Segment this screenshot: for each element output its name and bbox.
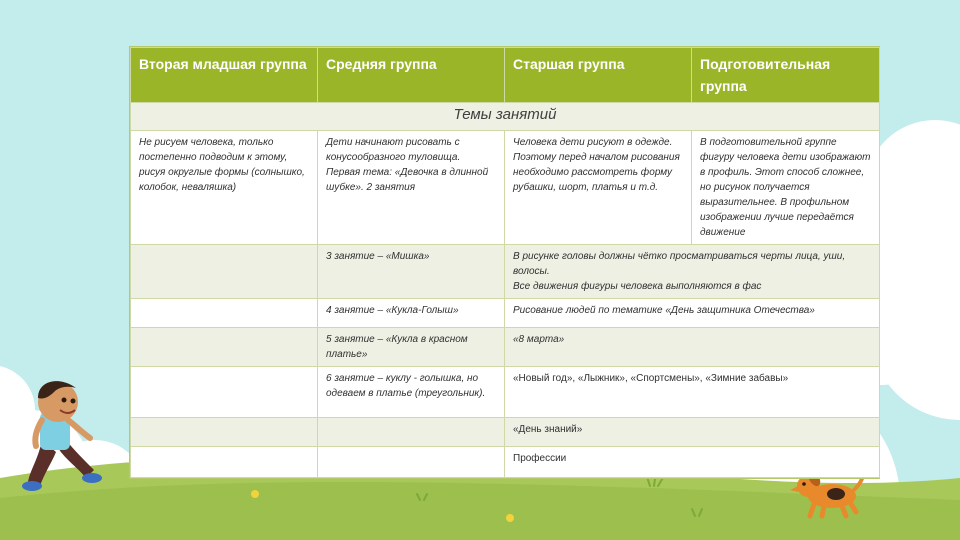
cell-middle: 3 занятие – «Мишка» [318, 245, 505, 299]
cell-middle: Дети начинают рисовать с конусообразного туловища. Первая тема: «Девочка в длинной шубке». 2 занятия [318, 131, 505, 245]
cell-senior-preparatory: «День знаний» [505, 418, 880, 447]
header-junior-group: Вторая младшая группа [131, 48, 318, 103]
table-header-row [131, 48, 880, 103]
table-row [131, 131, 880, 245]
cell-senior: Человека дети рисуют в одежде. Поэтому перед началом рисования необходимо рассмотреть форму рубашки, шорт, платья и т.д. [505, 131, 692, 245]
cell-junior-empty [131, 447, 318, 478]
cell-text-line: В рисунке головы должны чётко просматриваться черты лица, уши, волосы. [513, 251, 846, 277]
cell-middle: 5 занятие – «Кукла в красном платье» [318, 328, 505, 367]
cell-junior-empty [131, 328, 318, 367]
cell-junior-empty [131, 299, 318, 328]
section-title-row [131, 103, 880, 131]
lesson-topics-table [129, 46, 880, 479]
cell-junior-empty [131, 367, 318, 418]
header-senior-group: Старшая группа [505, 48, 692, 103]
cell-junior: Не рисуем человека, только постепенно подводим к этому, рисуя округлые формы (солнышко, колобок, неваляшка) [131, 131, 318, 245]
cell-middle: 4 занятие – «Кукла-Голыш» [318, 299, 505, 328]
cell-senior-preparatory: «8 марта» [505, 328, 880, 367]
cell-junior-empty [131, 418, 318, 447]
cell-preparatory: В подготовительной группе фигуру человека дети изображают в профиль. Этот способ сложнее, но рисунок получается выразительнее. В профильном изображении лучше передаётся движение [692, 131, 880, 245]
cell-senior-preparatory: «Новый год», «Лыжник», «Спортсмены», «Зимние забавы» [505, 367, 880, 418]
section-title: Темы занятий [131, 103, 880, 131]
cell-senior-preparatory: Рисование людей по тематике «День защитника Отечества» [505, 299, 880, 328]
header-middle-group: Средняя группа [318, 48, 505, 103]
cell-middle: 6 занятие – куклу - голышка, но одеваем в платье (треугольник). [318, 367, 505, 418]
table-row [131, 447, 880, 478]
table-row [131, 418, 880, 447]
table-row [131, 245, 880, 299]
table-row [131, 367, 880, 418]
cell-middle-empty [318, 418, 505, 447]
cell-senior-preparatory [505, 245, 880, 299]
cell-middle-empty [318, 447, 505, 478]
table-row [131, 299, 880, 328]
cell-junior-empty [131, 245, 318, 299]
table-row [131, 328, 880, 367]
cell-senior-preparatory: Профессии [505, 447, 880, 478]
header-preparatory-group: Подготовительная группа [692, 48, 880, 103]
cell-text-line: Все движения фигуры человека выполняются в фас [513, 281, 762, 292]
